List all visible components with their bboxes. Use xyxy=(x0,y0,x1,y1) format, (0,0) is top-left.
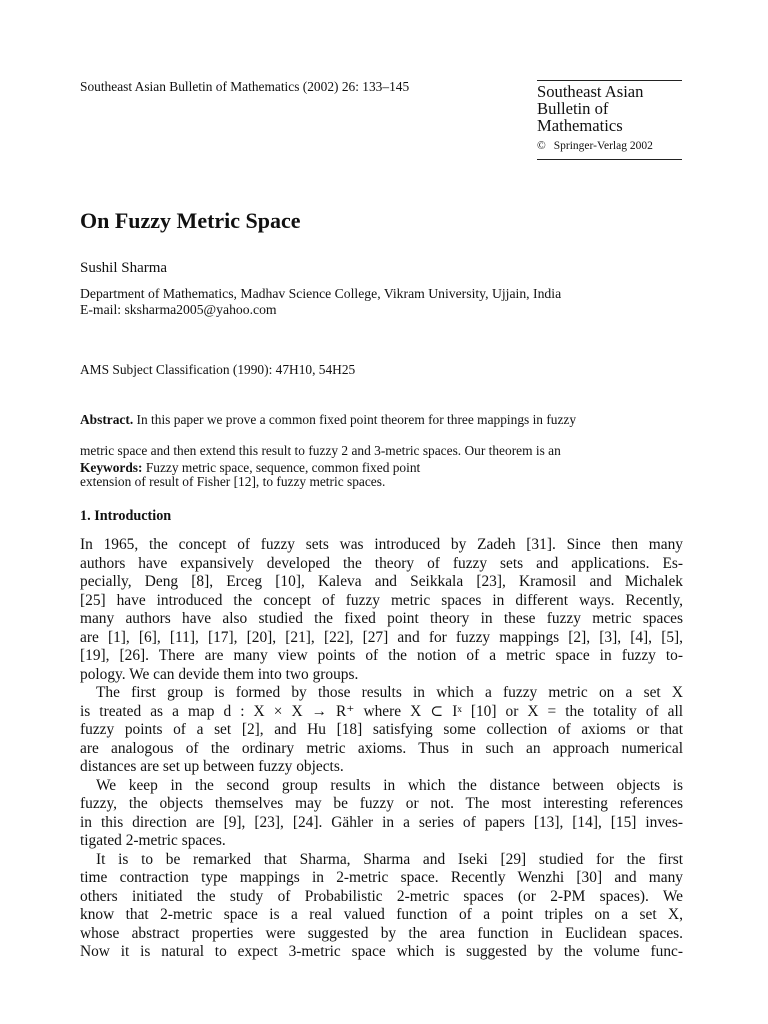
body-line: many authors have also studied the fixed point theory in these fuzzy metric spaces xyxy=(80,610,683,627)
body-line: [19], [26]. There are many view points of the notion of a metric space in fuzzy to- xyxy=(80,647,683,664)
ams-classification: AMS Subject Classification (1990): 47H10, 54H25 xyxy=(80,362,356,377)
body-line: distances are set up between fuzzy objects. xyxy=(80,758,344,775)
body-line: fuzzy points of a set [2], and Hu [18] satisfying some collection of axioms or that xyxy=(80,721,683,738)
journal-name: Southeast Asian Bulletin of Mathematics xyxy=(537,82,644,135)
publisher-text: Springer-Verlag 2002 xyxy=(553,140,653,152)
abstract-line-3: extension of result of Fisher [12], to fuzzy metric spaces. xyxy=(80,473,386,489)
body-line: Now it is natural to expect 3-metric space which is suggested by the volume func- xyxy=(80,943,683,960)
body-line: others initiated the study of Probabilistic 2-metric spaces (or 2-PM spaces). We xyxy=(80,887,683,905)
body-line: are analogous of the ordinary metric axioms. Thus in such an approach numerical xyxy=(80,739,683,757)
affiliation: Department of Mathematics, Madhav Science College, Vikram University, Ujjain, India xyxy=(80,286,562,301)
author-name: Sushil Sharma xyxy=(80,260,168,276)
abstract-line-2: metric space and then extend this result to fuzzy 2 and 3-metric spaces. Our theorem is an xyxy=(80,442,561,458)
abstract xyxy=(80,396,683,505)
body-line: whose abstract properties were suggested by the area function in Euclidean spaces. xyxy=(80,924,683,942)
body-line: time contraction type mappings in 2-metric space. Recently Wenzhi [30] and many xyxy=(80,869,683,886)
body-line: The first group is formed by those results in which a fuzzy metric on a set X xyxy=(96,684,683,701)
abstract-label: Abstract. xyxy=(80,411,134,427)
copyright-icon: © xyxy=(537,140,546,152)
keywords-text: Fuzzy metric space, sequence, common fixed point xyxy=(145,460,421,475)
paper-title: On Fuzzy Metric Space xyxy=(80,208,301,233)
author-affiliation-block xyxy=(80,286,561,318)
body-line: know that 2-metric space is a real valued function of a point triples on a set X, xyxy=(80,906,683,923)
journal-logo-box xyxy=(537,80,682,160)
body-line: It is to be remarked that Sharma, Sharma and Iseki [29] studied for the first xyxy=(96,850,683,868)
keywords-label: Keywords: xyxy=(80,460,143,475)
body-line: We keep in the second group results in which the distance between objects is xyxy=(96,776,683,794)
body-line: pecially, Deng [8], Erceg [10], Kaleva and Seikkala [23], Kramosil and Michalek xyxy=(80,573,683,590)
body-line: [25] have introduced the concept of fuzzy metric spaces in different ways. Recently, xyxy=(80,591,683,609)
body-line: pology. We can devide them into two groups. xyxy=(80,665,359,683)
author-email: E-mail: sksharma2005@yahoo.com xyxy=(80,302,277,317)
body-line: in this direction are [9], [23], [24]. Gähler in a series of papers [13], [14], [15] inves- xyxy=(80,813,683,831)
body-line: is treated as a map d : X × X → R⁺ where X ⊂ Iˣ [10] or X = the totality of all xyxy=(80,702,683,720)
body-line: authors have expansively developed the theory of fuzzy sets and applications. Es- xyxy=(80,554,683,572)
body-line: In 1965, the concept of fuzzy sets was introduced by Zadeh [31]. Since then many xyxy=(80,536,683,553)
body-line: fuzzy, the objects themselves may be fuzzy or not. The most interesting references xyxy=(80,795,683,812)
copyright-line xyxy=(537,140,682,152)
body-line: tigated 2-metric spaces. xyxy=(80,832,226,849)
journal-citation: Southeast Asian Bulletin of Mathematics (2002) 26: 133–145 xyxy=(80,79,410,94)
abstract-line-1 xyxy=(80,412,683,428)
abstract-text-1: In this paper we prove a common fixed point theorem for three mappings in fuzzy xyxy=(136,411,577,427)
section-heading-introduction: 1. Introduction xyxy=(80,508,172,524)
introduction-body xyxy=(80,536,683,962)
keywords xyxy=(80,460,420,476)
body-line: are [1], [6], [11], [17], [20], [21], [22], [27] and for fuzzy mappings [2], [3], [4], [5], xyxy=(80,628,683,646)
